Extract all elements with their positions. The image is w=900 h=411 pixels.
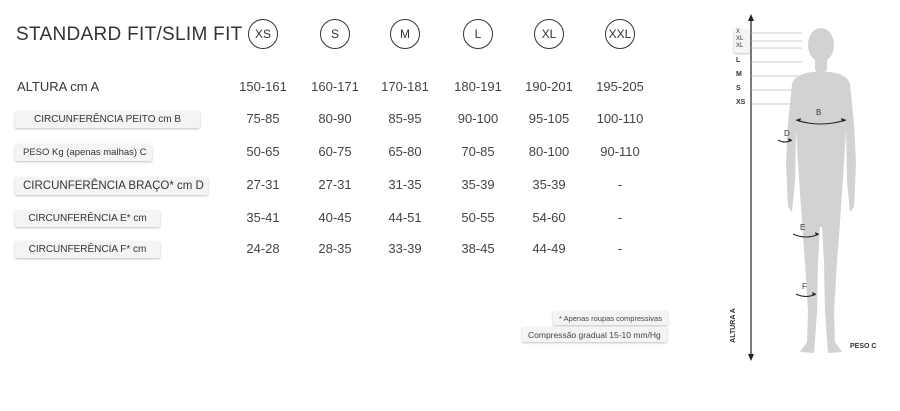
table-cell: 44-49: [532, 241, 566, 256]
table-cell: 35-39: [532, 177, 566, 192]
body-measurement-figure: [720, 12, 890, 362]
table-cell: 180-191: [454, 79, 502, 94]
table-cell: 27-31: [246, 177, 280, 192]
row-label: ALTURA cm A: [17, 79, 100, 94]
weight-label: PESO C: [850, 343, 877, 350]
table-cell: 190-201: [525, 79, 573, 94]
table-cell: 35-39: [461, 177, 495, 192]
size-mark: X: [736, 29, 741, 35]
table-cell: 80-90: [318, 111, 352, 126]
row-label: CIRCUNFERÊNCIA F* cm: [15, 241, 160, 258]
size-mark: XS: [736, 99, 746, 106]
table-cell: 150-161: [239, 79, 287, 94]
table-cell: 40-45: [318, 210, 352, 225]
size-mark: M: [736, 71, 742, 78]
measure-e-label: E: [800, 223, 806, 232]
table-cell: 28-35: [318, 241, 352, 256]
measure-f-label: F: [802, 282, 807, 291]
table-cell: 90-100: [457, 111, 499, 126]
size-mark: L: [736, 57, 741, 64]
table-cell: 80-100: [528, 144, 570, 159]
table-cell: 54-60: [532, 210, 566, 225]
row-label: CIRCUNFERÊNCIA BRAÇO* cm D: [15, 177, 208, 195]
row-label: CIRCUNFERÊNCIA E* cm: [15, 210, 160, 227]
body-silhouette-illustration: [720, 12, 890, 362]
size-header-xxl: XXL: [605, 19, 635, 49]
table-cell: 70-85: [461, 144, 495, 159]
table-cell: 85-95: [388, 111, 422, 126]
table-cell: -: [617, 177, 623, 192]
size-mark: XL: [736, 43, 744, 49]
size-header-xs: XS: [248, 19, 278, 49]
measure-b-label: B: [816, 108, 822, 117]
table-cell: 170-181: [381, 79, 429, 94]
table-cell: 27-31: [318, 177, 352, 192]
table-cell: 90-110: [600, 144, 640, 159]
table-cell: -: [617, 210, 623, 225]
table-cell: 38-45: [461, 241, 495, 256]
table-cell: 31-35: [388, 177, 422, 192]
row-label: PESO Kg (apenas malhas) C: [15, 144, 152, 161]
page-title: STANDARD FIT/SLIM FIT: [16, 24, 243, 45]
table-cell: 33-39: [388, 241, 422, 256]
size-mark: XL: [736, 36, 744, 42]
table-cell: 35-41: [246, 210, 280, 225]
table-cell: 100-110: [596, 111, 644, 126]
size-header-l: L: [463, 19, 493, 49]
table-cell: 75-85: [246, 111, 280, 126]
table-cell: 195-205: [596, 79, 644, 94]
measure-d-label: D: [784, 129, 790, 138]
size-mark: S: [736, 85, 741, 92]
table-cell: 95-105: [528, 111, 570, 126]
size-header-s: S: [320, 19, 350, 49]
table-cell: 44-51: [388, 210, 422, 225]
table-cell: 50-55: [461, 210, 495, 225]
gradual-compression-note: Compressão gradual 15-10 mm/Hg: [522, 327, 667, 342]
table-cell: 50-65: [246, 144, 280, 159]
size-header-xl: XL: [534, 19, 564, 49]
row-label: CIRCUNFERÊNCIA PEITO cm B: [15, 111, 200, 128]
table-cell: 24-28: [246, 241, 280, 256]
height-axis-label: ALTURA A: [729, 308, 737, 343]
table-cell: 60-75: [318, 144, 352, 159]
table-cell: -: [617, 241, 623, 256]
table-cell: 65-80: [388, 144, 422, 159]
table-cell: 160-171: [311, 79, 359, 94]
compressive-note: * Apenas roupas compressivas: [553, 311, 668, 325]
size-header-m: M: [390, 19, 420, 49]
